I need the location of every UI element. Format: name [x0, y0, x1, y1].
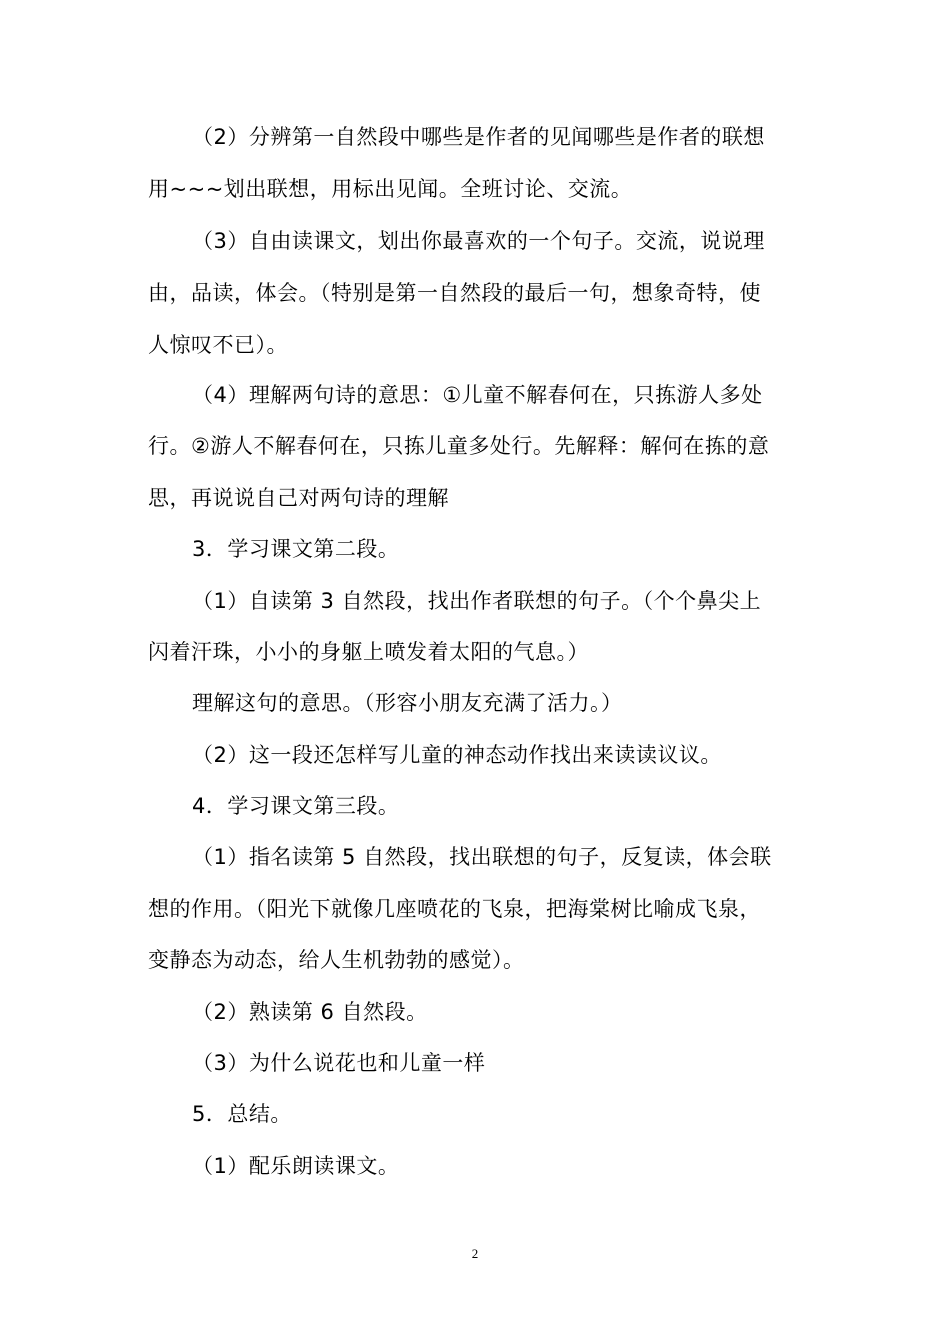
paragraph-line: （3）为什么说花也和儿童一样	[192, 1051, 486, 1075]
page-number: 2	[471, 1246, 479, 1261]
paragraph-line: （1）指名读第 5 自然段，找出联想的句子，反复读，体会联	[192, 845, 772, 869]
paragraph-line: 变静态为动态，给人生机勃勃的感觉）。	[148, 948, 525, 972]
section-heading: 4．学习课文第三段。	[192, 794, 400, 818]
section-heading: 3．学习课文第二段。	[192, 537, 400, 561]
paragraph-line: 人惊叹不已）。	[148, 333, 288, 357]
paragraph-line: （1）自读第 3 自然段，找出作者联想的句子。（个个鼻尖上	[192, 589, 762, 613]
paragraph-line: （2）这一段还怎样写儿童的神态动作找出来读读议议。	[192, 743, 722, 767]
paragraph-line: 由，品读，体会。（特别是第一自然段的最后一句，想象奇特，使	[148, 281, 761, 305]
paragraph-line: （4）理解两句诗的意思：①儿童不解春何在，只拣游人多处	[192, 383, 763, 407]
paragraph-line: 用~~~划出联想，用标出见闻。全班讨论、交流。	[148, 177, 633, 201]
paragraph-line: 理解这句的意思。（形容小朋友充满了活力。）	[192, 691, 623, 715]
paragraph-line: 闪着汗珠，小小的身躯上喷发着太阳的气息。）	[148, 640, 589, 664]
paragraph-line: （3）自由读课文，划出你最喜欢的一个句子。交流，说说理	[192, 229, 765, 253]
paragraph-line: 行。②游人不解春何在，只拣儿童多处行。先解释：解何在拣的意	[148, 434, 770, 458]
section-heading: 5．总结。	[192, 1102, 292, 1126]
paragraph-line: （2）熟读第 6 自然段。	[192, 1000, 428, 1024]
paragraph-line: 想的作用。（阳光下就像几座喷花的飞泉，把海棠树比喻成飞泉，	[148, 897, 761, 921]
paragraph-line: （2）分辨第一自然段中哪些是作者的见闻哪些是作者的联想	[192, 125, 765, 149]
paragraph-line: 思，再说说自己对两句诗的理解	[148, 486, 449, 510]
paragraph-line: （1）配乐朗读课文。	[192, 1154, 400, 1178]
